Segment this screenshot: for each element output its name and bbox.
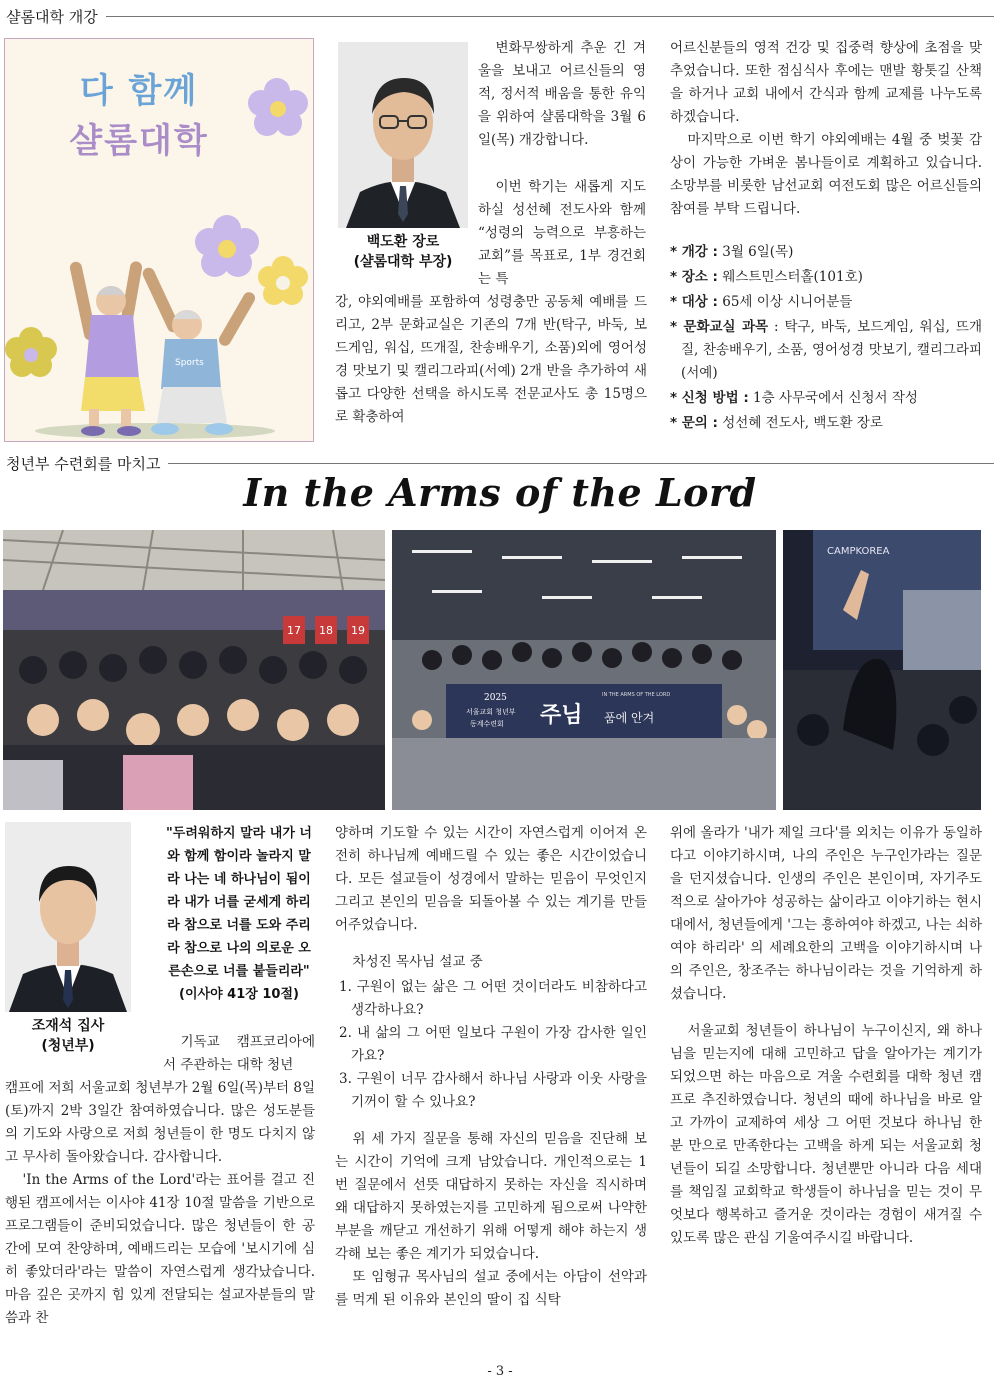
person-name: 조재석 집사	[31, 1018, 105, 1034]
portrait-photo	[5, 822, 131, 1012]
flower-decoration	[248, 78, 308, 136]
paragraph: 캠프에 저희 서울교회 청년부가 2월 6일(목)부터 8일(토)까지 2박 3일간 참여하였습니다. 많은 성도분들의 기도와 사랑으로 저희 청년들이 한 명도 다치지 않고 무사히 돌아왔습니다. 감사합니다.	[5, 1080, 315, 1165]
info-list	[670, 241, 982, 435]
arena-sign: 18	[319, 624, 333, 637]
info-item: * 문화교실 과목 : 탁구, 바둑, 보드게임, 워십, 뜨개질, 찬송배우기, 소품, 영어성경 맛보기, 캘리그라피(서예)	[670, 319, 982, 381]
paragraph: 이번 학기는 새롭게 지도하실 성선혜 전도사와 함께 “성령의 능력으로 부흥하는 교회”를 목표로, 1부 경건회는 특	[478, 179, 646, 287]
paragraph: 서울교회 청년들이 하나님이 누구이신지, 왜 하나님을 믿는지에 대해 고민하고 답을 알아가는 계기가 되었으면 하는 마음으로 겨울 수련회를 대학 청년 캠프로 추진하였습니다. 청년의 때에 하나님을 바로 알고 가까이 교제하여 세상 그 어떤 것보다 하나님 한 분 만으로 만족한다는 고백을 하게 되는 서울교회 청년들이 되길 소망합니다. 청년뿐만 아니라 다음 세대를 책임질 교회학교 학생들이 하나님을 믿는 것이 무엇보다 행복하고 즐거운 것이라는 경험이 새겨질 수 있도록 많은 관심 기울여주시길 바랍니다.	[670, 1023, 982, 1246]
arena-sign: 19	[351, 624, 365, 637]
paragraph: 위 세 가지 질문을 통해 자신의 믿음을 진단해 보는 시간이 기억에 크게 남았습니다. 개인적으로는 1번 질문에서 선뜻 대답하지 못하는 자신을 직시하며 왜 대답하지 못하였는지를 고민하게 됨으로써 나약한 부분을 깨닫고 개선하기 위해 어떻게 해야 하는지 생각해 보는 좋은 계기가 되었습니다.	[335, 1131, 647, 1262]
article-headline: In the Arms of the Lord	[243, 470, 757, 515]
info-item: * 신청 방법 : 1층 사무국에서 신청서 작성	[670, 390, 918, 406]
group-photo	[392, 530, 776, 810]
sermon-intro: 차성진 목사님 설교 중	[352, 954, 483, 970]
photo-arena-crowd	[3, 530, 385, 810]
scripture-quote	[163, 822, 315, 1006]
banner-main2: 품에 안겨	[604, 711, 655, 725]
portrait-elder-baek	[338, 42, 468, 228]
paragraph: 어르신분들의 영적 건강 및 집중력 향상에 초점을 맞추었습니다. 또한 점심식사 후에는 맨발 황톳길 산책을 하거나 교회 내에서 간식과 함께 교제를 나누도록 하겠습니다.	[670, 40, 982, 125]
article2-col1	[5, 1077, 315, 1330]
person-name: 백도환 장로	[366, 234, 440, 250]
portrait-caption	[338, 232, 468, 272]
question-list	[335, 976, 647, 1114]
page-number: - 3 -	[487, 1364, 513, 1379]
question-item: 3. 구원이 너무 감사해서 하나님 사랑과 이웃 사랑을 기꺼이 할 수 있나요?	[339, 1071, 647, 1110]
article-col1-lower	[335, 291, 647, 429]
quote-text: "두려워하지 말라 내가 너와 함께 함이라 놀라지 말라 나는 네 하나님이 됨이라 내가 너를 굳세게 하리라 참으로 너를 도와 주리라 참으로 나의 의로운 오른손으로 너를 붙들리라"	[166, 826, 312, 979]
info-item: * 문의 : 성선혜 전도사, 백도환 장로	[670, 415, 883, 431]
shalom-poster	[4, 38, 314, 442]
paragraph: 또 임형규 목사님의 설교 중에서는 아담이 선악과를 먹게 된 이유와 본인의 딸이 집 식탁	[335, 1269, 647, 1308]
header-rule	[106, 16, 994, 17]
question-item: 2. 내 삶의 그 어떤 일보다 구원이 가장 감사한 일인가요?	[339, 1025, 647, 1064]
paragraph: 마지막으로 이번 학기 야외예배는 4월 중 벚꽃 감상이 가능한 가벼운 봄나들이로 계획하고 있습니다. 소망부를 비롯한 남선교회 여전도회 많은 어르신들의 참여를 부탁 드립니다.	[670, 132, 982, 217]
article2-col2	[335, 822, 647, 1312]
portrait-photo	[338, 42, 468, 228]
arena-photo	[3, 530, 385, 810]
stage-sign: CAMPKOREA	[827, 546, 890, 557]
paragraph: 기독교 캠프코리아에서 주관하는 대학 청년	[163, 1034, 315, 1073]
paragraph: 강, 야외예배를 포함하여 성령충만 공동체 예배를 드리고, 2부 문화교실은 기존의 7개 반(탁구, 바둑, 보드게임, 워십, 뜨개질, 찬송배우기, 소품)외에 영어성경 맛보기 및 캘리그라피(서예) 2개 반을 추가하여 새롭고 다양한 선택을 하시도록 전문교사도 총 15명으로 확충하여	[335, 294, 647, 425]
article-col1-upper	[478, 37, 646, 152]
banner-year: 2025	[484, 693, 507, 703]
photo-group-banner	[392, 530, 776, 810]
photo-worship-stage	[783, 530, 981, 810]
section-title: 샬롬대학 개강	[6, 8, 98, 26]
flower-decoration	[5, 327, 57, 377]
paragraph: 위에 올라가 '내가 제일 크다'를 외치는 이유가 동일하다고 이야기하시며, 나의 주인은 누구인가라는 질문을 던지셨습니다. 인생의 주인은 본인이며, 자기주도적으로 살아가야 성공하는 삶이라고 이야기하는 현시대에서, 청년들에게 '그는 흥하여야 하겠고, 나는 쇠하여야 하리라' 의 세례요한의 고백을 이야기하시며 나의 주인은, 창조주는 하나님이라는 것을 기억하게 하셨습니다.	[670, 825, 982, 1002]
info-item: * 개강 : 3월 6일(목)	[670, 244, 794, 260]
flower-decoration	[258, 256, 308, 305]
elderly-man-figure	[141, 266, 257, 435]
paragraph: 변화무쌍하게 추운 긴 겨울을 보내고 어르신들의 영적, 정서적 배움을 통한 유익을 위하여 샬롬대학을 3월 6일(목) 개강합니다.	[478, 40, 646, 148]
poster-title-line2: 샬롬대학	[69, 121, 209, 161]
paragraph: 'In the Arms of the Lord'라는 표어를 걸고 진행된 캠프에서는 이사야 41장 10절 말씀을 기반으로 프로그램들이 준비되었습니다. 많은 청년들이 한 공간에 모여 찬양하며, 예배드리는 모습에 '보시기에 심히 좋았더라'라는 말씀이 자연스럽게 생각났습니다. 마음 깊은 곳까지 힘 있게 전달되는 설교자분들의 말씀과 찬	[5, 1172, 315, 1326]
article-col1-mid	[478, 176, 646, 291]
shirt-text: Sports	[175, 358, 204, 368]
person-role: (청년부)	[41, 1038, 95, 1054]
portrait-caption	[5, 1016, 131, 1056]
arena-sign: 17	[287, 624, 301, 637]
section-header-shalom	[6, 6, 994, 27]
info-item: * 대상 : 65세 이상 시니어분들	[670, 294, 853, 310]
article2-col1-intro	[163, 1031, 315, 1077]
paragraph: 양하며 기도할 수 있는 시간이 자연스럽게 이어져 온전히 하나님께 예배드릴 수 있는 좋은 시간이었습니다. 모든 설교들이 성경에서 말하는 믿음이 무엇인지 그리고 본인의 믿음을 되돌아볼 수 있는 계기를 만들어주었습니다.	[335, 825, 647, 933]
banner-subtitle: 동계수련회	[470, 720, 504, 728]
article-col2	[670, 37, 982, 437]
portrait-deacon-jo	[5, 822, 131, 1012]
header-rule	[168, 463, 994, 464]
worship-photo	[783, 530, 981, 810]
question-item: 1. 구원이 없는 삶은 그 어떤 것이더라도 비참하다고 생각하나요?	[339, 979, 647, 1018]
poster-title-line1: 다 함께	[79, 71, 199, 111]
poster-illustration	[5, 39, 314, 442]
quote-reference: (이사야 41장 10절)	[179, 987, 299, 1002]
info-item: * 장소 : 웨스트민스터홀(101호)	[670, 269, 863, 285]
banner-subtitle: 서울교회 청년부	[466, 708, 516, 716]
article2-col3	[670, 822, 982, 1250]
banner-main: 주님	[540, 702, 583, 728]
flower-decoration	[195, 215, 259, 277]
person-role: (샬롬대학 부장)	[353, 254, 453, 270]
banner-eng: IN THE ARMS OF THE LORD	[602, 692, 671, 698]
elderly-woman-figure	[69, 260, 145, 436]
section-title: 청년부 수련회를 마치고	[6, 455, 161, 473]
